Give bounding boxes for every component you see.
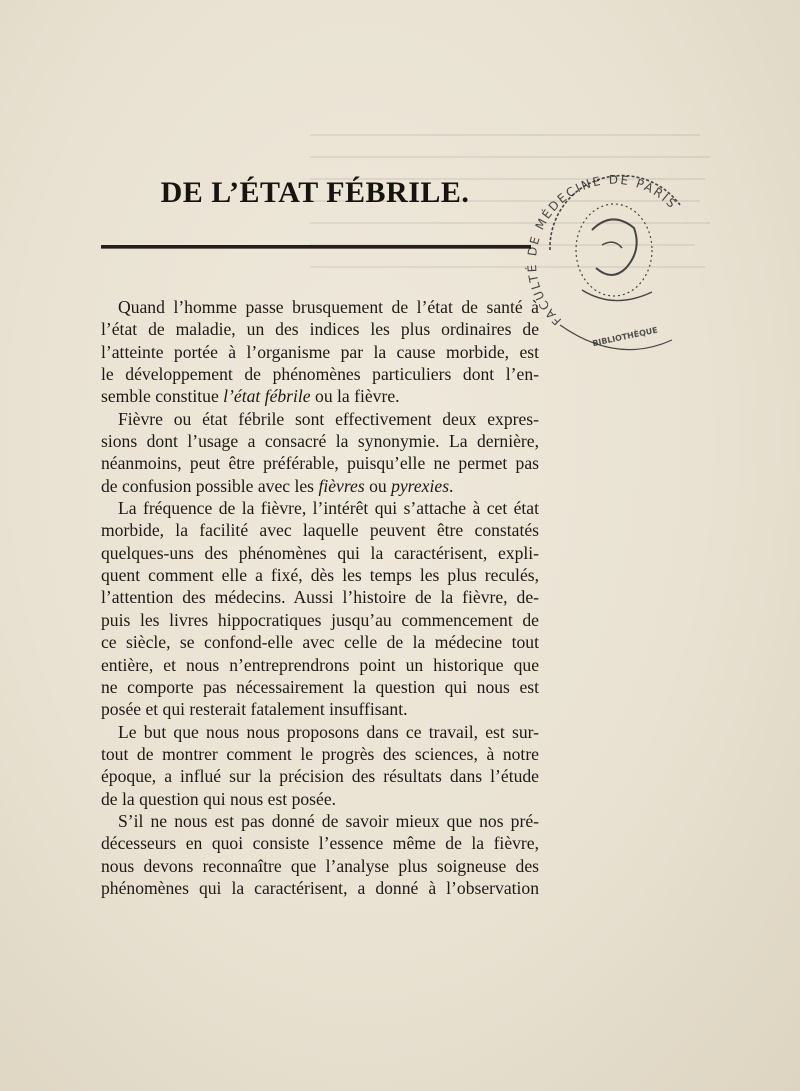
text-line: [101, 542, 539, 564]
text-line: [101, 564, 539, 586]
text-fragment: Quand l’homme passe brusquement de l’état de santé à: [118, 297, 539, 317]
text-fragment: entière, et nous n’entreprendrons point un historique que: [101, 654, 539, 675]
paragraph: [101, 497, 539, 720]
text-line: [101, 765, 539, 787]
text-fragment: décesseurs en quoi consiste l’essence même de la fièvre,: [101, 833, 539, 854]
text-fragment: morbide, la facilité avec laquelle peuvent être constatés: [101, 520, 539, 541]
text-line: [101, 519, 539, 541]
text-line: [101, 698, 539, 720]
text-fragment: l’atteinte portée à l’organisme par la cause morbide, est: [101, 341, 539, 362]
library-stamp: [522, 150, 702, 360]
text-line: [101, 788, 539, 810]
text-line: [101, 832, 539, 854]
text-fragment: posée et qui resterait fatalement insuffisant.: [101, 699, 408, 720]
stamp-inner-text: BIBLIOTHÈQUE: [591, 325, 659, 349]
text-fragment: ce siècle, se confond-elle avec celle de la médecine tout: [101, 632, 539, 653]
text-fragment: quent comment elle a fixé, dès les temps les plus reculés,: [101, 565, 539, 586]
text-line: [101, 296, 539, 318]
body-text: [101, 296, 539, 899]
italic-term: pyrexies: [391, 475, 450, 496]
text-fragment: puis les livres hippocratiques jusqu’au commencement de: [101, 609, 539, 630]
text-line: [101, 631, 539, 653]
paragraph: [101, 408, 539, 497]
text-fragment: époque, a influé sur la précision des résultats dans l’étude: [101, 766, 539, 787]
text-line: [101, 877, 539, 899]
heading-rule: [101, 245, 531, 249]
text-fragment: le développement de phénomènes particuliers dont l’en-: [101, 364, 539, 385]
text-line: [101, 743, 539, 765]
text-fragment: l’attention des médecins. Aussi l’histoire de la fièvre, de-: [101, 587, 539, 608]
text-line: [101, 385, 539, 407]
text-fragment: de confusion possible avec les: [101, 475, 319, 496]
text-line: [101, 341, 539, 363]
text-fragment: quelques-uns des phénomènes qui la caractérisent, expli-: [101, 542, 539, 563]
text-fragment: semble constitue: [101, 386, 224, 407]
text-line: [101, 586, 539, 608]
text-line: [101, 363, 539, 385]
text-line: [101, 654, 539, 676]
text-fragment: de la question qui nous est posée.: [101, 788, 337, 809]
svg-text:FACULTÉ DE MÉDECINE DE PARIS: [524, 173, 680, 328]
text-fragment: tout de montrer comment le progrès des sciences, à notre: [101, 743, 539, 764]
text-fragment: ne comporte pas nécessairement la question qui nous est: [101, 676, 539, 697]
paragraph: [101, 721, 539, 810]
paragraph: [101, 810, 539, 899]
text-fragment: néanmoins, peut être préférable, puisqu’elle ne permet pas: [101, 453, 539, 474]
text-line: [101, 452, 539, 474]
text-fragment: S’il ne nous est pas donné de savoir mieux que nos pré-: [118, 810, 539, 831]
text-fragment: phénomènes qui la caractérisent, a donné à l’observation: [101, 877, 539, 898]
italic-term: fièvres: [318, 475, 365, 496]
text-fragment: ou la fièvre.: [310, 386, 400, 407]
text-line: [101, 676, 539, 698]
text-line: [101, 497, 539, 519]
text-line: [101, 609, 539, 631]
text-fragment: .: [449, 475, 454, 496]
text-fragment: Le but que nous nous proposons dans ce travail, est sur-: [118, 721, 539, 742]
text-line: [101, 475, 539, 497]
italic-term: l’état fébrile: [223, 386, 311, 407]
text-line: [101, 810, 539, 832]
stamp-outer-text: FACULTÉ DE MÉDECINE DE PARIS: [524, 172, 680, 328]
text-fragment: l’état de maladie, un des indices les plus ordinaires de: [101, 319, 539, 340]
text-line: [101, 318, 539, 340]
text-fragment: sions dont l’usage a consacré la synonymie. La dernière,: [101, 431, 539, 452]
text-fragment: Fièvre ou état fébrile sont effectivement deux expres-: [118, 408, 539, 429]
text-fragment: La fréquence de la fièvre, l’intérêt qui s’attache à cet état: [118, 498, 539, 519]
text-fragment: nous devons reconnaître que l’analyse plus soigneuse des: [101, 855, 539, 876]
paragraph: [101, 296, 539, 408]
text-line: [101, 855, 539, 877]
text-fragment: ou: [364, 475, 392, 496]
chapter-heading: DE L’ÉTAT FÉBRILE.: [160, 176, 470, 209]
text-line: [101, 408, 539, 430]
text-line: [101, 721, 539, 743]
text-line: [101, 430, 539, 452]
